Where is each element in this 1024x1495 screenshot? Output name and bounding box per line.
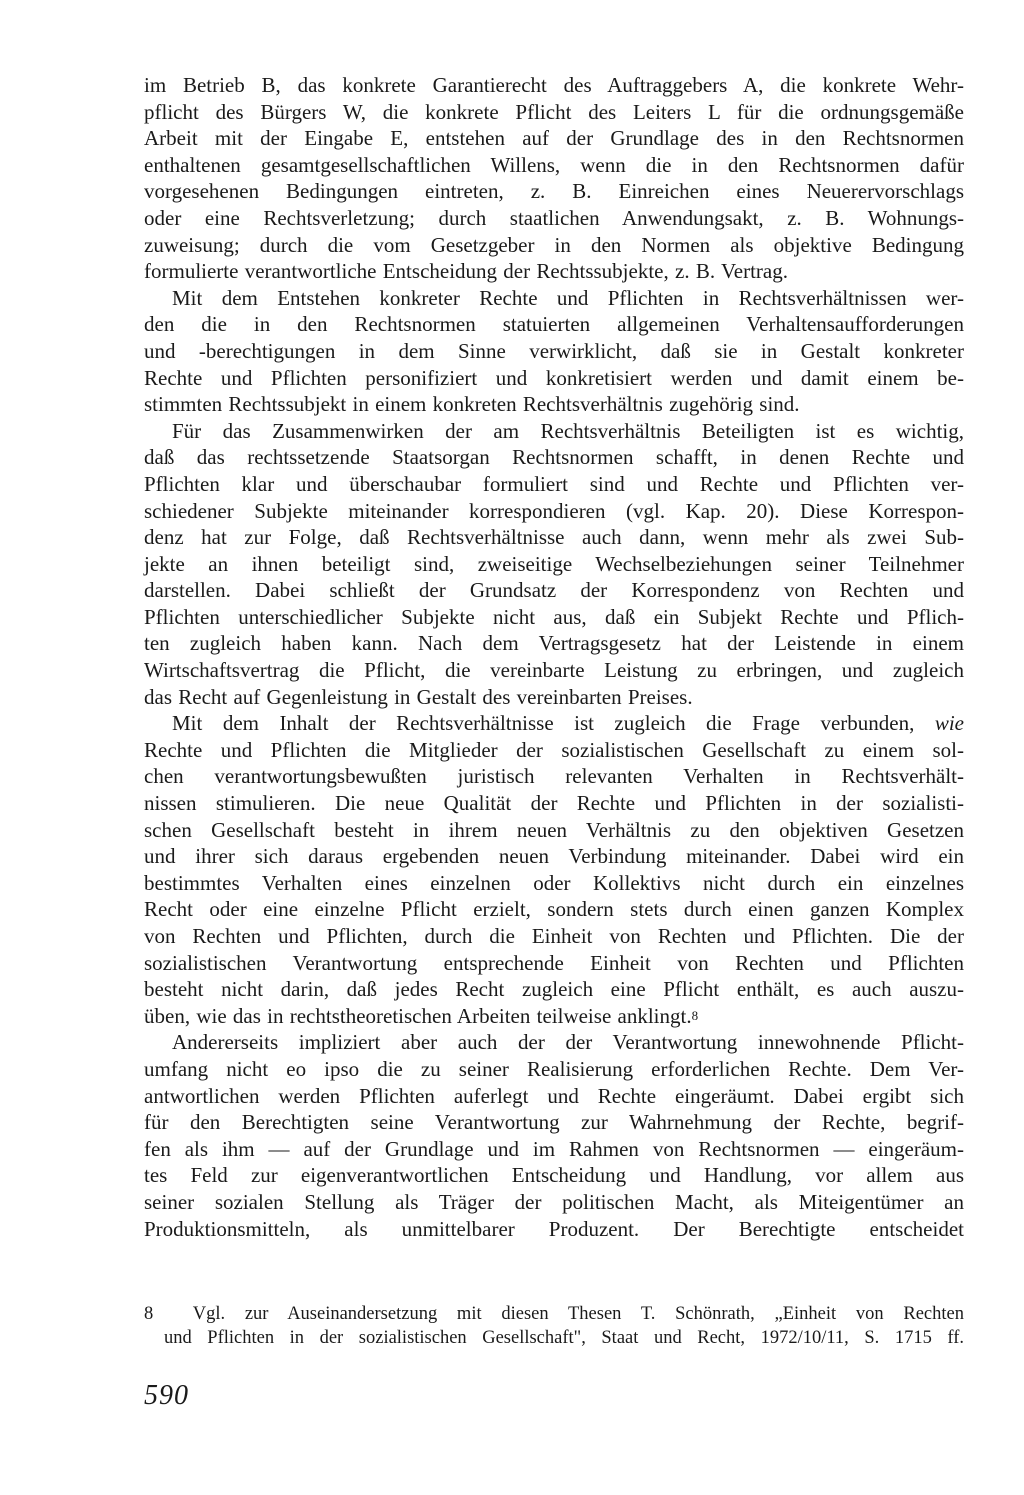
text-line: seiner sozialen Stellung als Träger der politischen Macht, als Miteigentümer an — [144, 1189, 964, 1214]
text-line: bestimmtes Verhalten eines einzelnen oder Kollektivs nicht durch ein einzelnes — [144, 870, 964, 895]
text-line: nissen stimulieren. Die neue Qualität der Rechte und Pflichten in der sozialisti- — [144, 791, 964, 816]
text-line: Wirtschaftsvertrag die Pflicht, die vereinbarte Leistung zu erbringen, und zugleich — [144, 658, 964, 683]
text-line: im Betrieb B, das konkrete Garantierecht des Auftraggebers A, die konkrete Wehr- — [144, 73, 964, 97]
italic-word: wie — [934, 711, 964, 736]
text-line: oder eine Rechtsverletzung; durch staatlichen Anwendungsakt, z. B. Wohnungs- — [144, 205, 964, 230]
text-line: fen als ihm — auf der Grundlage und im Rahmen von Rechtsnormen — eingeräum- — [144, 1136, 964, 1161]
text-line: sozialistischen Verantwortung entsprechende Einheit von Rechten und Pflichten — [144, 950, 964, 975]
text-line: pflicht des Bürgers W, die konkrete Pflicht des Leiters L für die ordnungsgemäße — [144, 99, 964, 124]
footnote-line — [144, 1302, 964, 1326]
text-line: schiedener Subjekte miteinander korrespondieren (vgl. Kap. 20). Diese Korrespon- — [144, 498, 964, 523]
body-text — [144, 72, 964, 1242]
footnote-reference[interactable]: 8 — [691, 1007, 699, 1023]
text-line: stimmten Rechtssubjekt in einem konkreten Rechtsverhältnis zugehörig sind. — [144, 392, 800, 417]
text-line: Produktionsmitteln, als unmittelbarer Produzent. Der Berechtigte entscheidet — [144, 1216, 964, 1241]
text-line: Pflichten unterschiedlicher Subjekte nicht aus, daß ein Subjekt Rechte und Pflich- — [144, 604, 964, 629]
footnote-line: und Pflichten in der sozialistischen Gesellschaft", Staat und Recht, 1972/10/11, S. 1715 ff. — [164, 1328, 964, 1348]
text-line: Andererseits impliziert aber auch der der Verantwortung innewohnende Pflicht- — [172, 1030, 964, 1055]
text-line: das Recht auf Gegenleistung in Gestalt des vereinbarten Preises. — [144, 684, 693, 709]
text-run: Mit dem Inhalt der Rechtsverhältnisse ist zugleich die Frage verbunden, — [172, 711, 915, 736]
text-line: formulierte verantwortliche Entscheidung der Rechtssubjekte, z. B. Vertrag. — [144, 259, 788, 284]
page-number: 590 — [144, 1380, 189, 1411]
text-line: darstellen. Dabei schließt der Grundsatz der Korrespondenz von Rechten und — [144, 578, 964, 603]
text-line: Rechte und Pflichten die Mitglieder der sozialistischen Gesellschaft zu einem sol- — [144, 737, 964, 762]
text-run: üben, wie das in rechtstheoretischen Arbeiten teilweise anklingt. — [144, 1003, 692, 1028]
text-line: Arbeit mit der Eingabe E, entstehen auf der Grundlage des in den Rechtsnormen — [144, 126, 964, 151]
text-line: jekte an ihnen beteiligt sind, zweiseitige Wechselbeziehungen seiner Teilnehmer — [144, 551, 964, 576]
text-line: daß das rechtssetzende Staatsorgan Rechtsnormen schafft, in denen Rechte und — [144, 445, 964, 470]
text-line: von Rechten und Pflichten, durch die Einheit von Rechten und Pflichten. Die der — [144, 924, 964, 948]
text-line: Mit dem Entstehen konkreter Rechte und Pflichten in Rechtsverhältnissen wer- — [172, 285, 964, 310]
text-line: ten zugleich haben kann. Nach dem Vertragsgesetz hat der Leistende in einem — [144, 631, 964, 656]
text-line: umfang nicht eo ipso die zu seiner Realisierung erforderlichen Rechte. Dem Ver- — [144, 1056, 964, 1081]
text-line: besteht nicht darin, daß jedes Recht zugleich eine Pflicht enthält, es auch auszu- — [144, 977, 964, 1002]
footnote — [144, 1302, 964, 1350]
text-line: enthaltenen gesamtgesellschaftlichen Willens, wenn die in den Rechtsnormen dafür — [144, 152, 964, 177]
text-line: Rechte und Pflichten personifiziert und konkretisiert werden und damit einem be- — [144, 365, 964, 390]
footnote-text: Vgl. zur Auseinandersetzung mit diesen Thesen T. Schönrath, „Einheit von Rechten — [192, 1304, 964, 1324]
text-line: und ihrer sich daraus ergebenden neuen Verbindung miteinander. Dabei wird ein — [144, 844, 964, 869]
text-line: Pflichten klar und überschaubar formuliert sind und Rechte und Pflichten ver- — [144, 471, 964, 496]
text-line: zuweisung; durch die vom Gesetzgeber in den Normen als objektive Bedingung — [144, 232, 964, 257]
text-line: für den Berechtigten seine Verantwortung zur Wahrnehmung der Rechte, begrif- — [144, 1110, 964, 1135]
text-line: chen verantwortungsbewußten juristisch relevanten Verhalten in Rechtsverhält- — [144, 764, 964, 789]
text-line: denz hat zur Folge, daß Rechtsverhältnisse auch dann, wenn mehr als zwei Sub- — [144, 525, 964, 550]
text-line: schen Gesellschaft besteht in ihrem neuen Verhältnis zu den objektiven Gesetzen — [144, 817, 964, 842]
text-line: vorgesehenen Bedingungen eintreten, z. B. Einreichen eines Neuerervorschlags — [144, 179, 964, 204]
text-line: und -berechtigungen in dem Sinne verwirklicht, daß sie in Gestalt konkreter — [144, 338, 964, 363]
text-line: den die in den Rechtsnormen statuierten allgemeinen Verhaltensaufforderungen — [144, 312, 964, 337]
text-line-with-italic — [144, 710, 964, 737]
text-line-with-footnote-ref — [144, 1003, 964, 1030]
text-line: Recht oder eine einzelne Pflicht erzielt, sondern stets durch einen ganzen Komplex — [144, 897, 964, 922]
text-line: antwortlichen werden Pflichten auferlegt und Rechte eingeräumt. Dabei ergibt sich — [144, 1083, 964, 1108]
page-body — [144, 72, 964, 1242]
text-line: Für das Zusammenwirken der am Rechtsverhältnis Beteiligten ist es wichtig, — [172, 418, 964, 443]
footnote-number: 8 — [144, 1304, 154, 1324]
text-line: tes Feld zur eigenverantwortlichen Entscheidung und Handlung, vor allem aus — [144, 1163, 964, 1188]
